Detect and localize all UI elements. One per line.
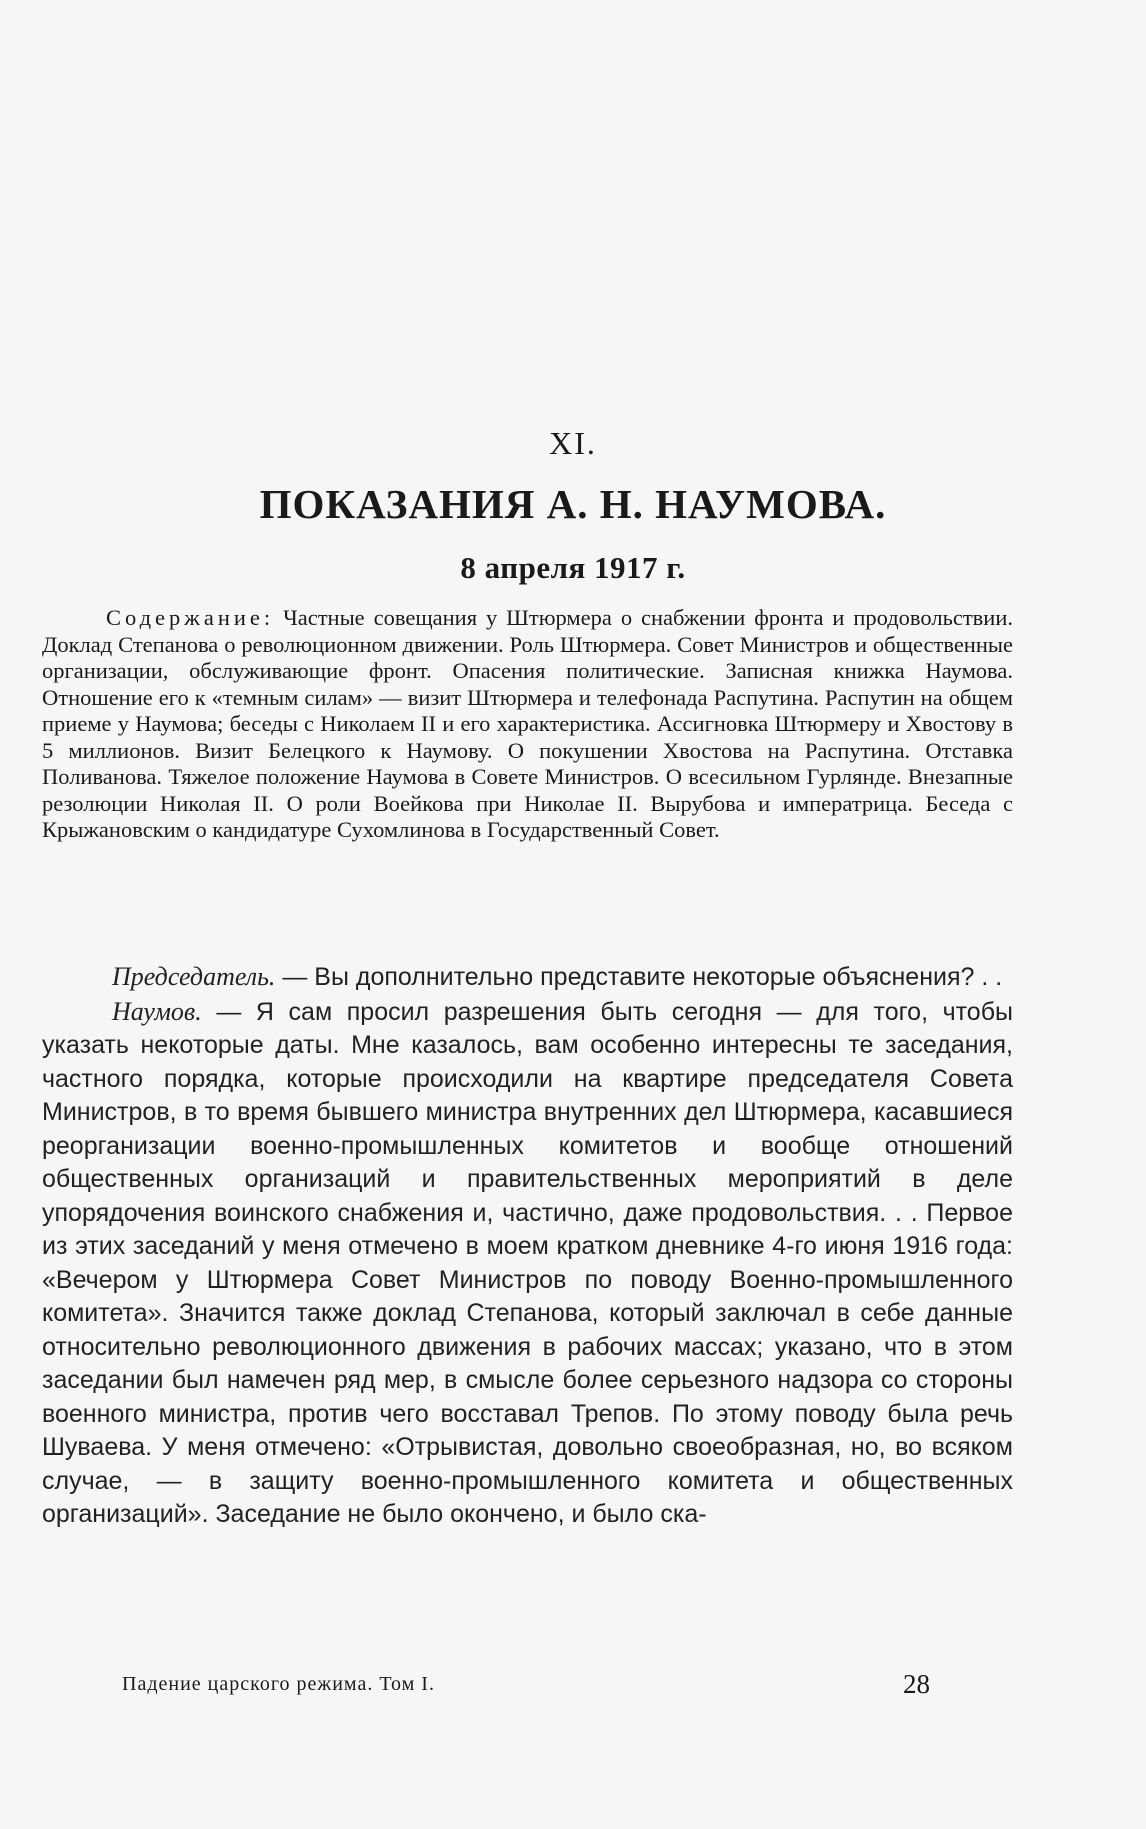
dialogue-paragraph [42,960,1013,995]
speaker-label: Наумов. [112,996,202,1026]
document-title: ПОКАЗАНИЯ А. Н. НАУМОВА. [259,481,887,527]
summary-text: Частные совещания у Штюрмера о снабжении фронта и продовольствии. Доклад Степанова о революционном движении. Роль Штюрмера. Совет Министров и общественные организации, обслуживающие фронт. Опасения политические. Записная книжка Наумова. Отношение его к «темным силам» — визит Штюрмера и телефонада Распутина. Распутин на общем приеме у Наумова; беседы с Николаем II и его характеристика. Ассигновка Штюрмеру и Хвостову в 5 миллионов. Визит Белецкого к Наумову. О покушении Хвостова на Распутина. Отставка Поливанова. Тяжелое положение Наумова в Совете Министров. О всесильном Гурлянде. Внезапные резолюции Николая II. О роли Воейкова при Николае II. Вырубова и императрица. Беседа с Крыжановским о кандидатуре Сухомлинова в Государственный Совет. [42,605,1013,842]
summary-label: Содержание: [106,605,275,630]
dialogue-paragraph [42,995,1013,1532]
page-number: 28 [903,1669,930,1699]
contents-summary [42,605,1013,844]
footer-book-title: Падение царского режима. Том I. [122,1673,435,1695]
chapter-number: XI. [549,425,597,461]
testimony-body [42,960,1013,1532]
speaker-label: Председатель. [112,962,276,991]
speech-text: — Вы дополнительно представите некоторые объяснения? . . [275,963,1003,991]
speech-text: — Я сам просил разрешения быть сегодня — для того, чтобы указать некоторые даты. Мне казалось, вам особенно интересны те заседания, частного порядка, которые происходили на квартире председателя Совета Министров, в то время бывшего министра внутренних дел Штюрмера, касавшиеся реорганизации военно-промышленных комитетов и вообще отношений общественных организаций и правительственных мероприятий в деле упорядочения воинского снабжения и, частично, даже продовольствия. . . Первое из этих заседаний у меня отмечено в моем кратком дневнике 4-го июня 1916 года: «Вечером у Штюрмера Совет Министров по поводу Военно-промышленного комитета». Значится также доклад Степанова, который заключал в себе данные относительно революционного движения в рабочих массах; указано, что в этом заседании был намечен ряд мер, в смысле более серьезного надзора со стороны военного министра, против чего восставал Трепов. По этому поводу была речь Шуваева. У меня отмечено: «Отрывистая, довольно своеобразная, но, во всяком случае, — в защиту военно-промышленного комитета и общественных организаций». Заседание не было окончено, и было ска- [42,997,1013,1528]
document-date: 8 апреля 1917 г. [460,550,686,585]
